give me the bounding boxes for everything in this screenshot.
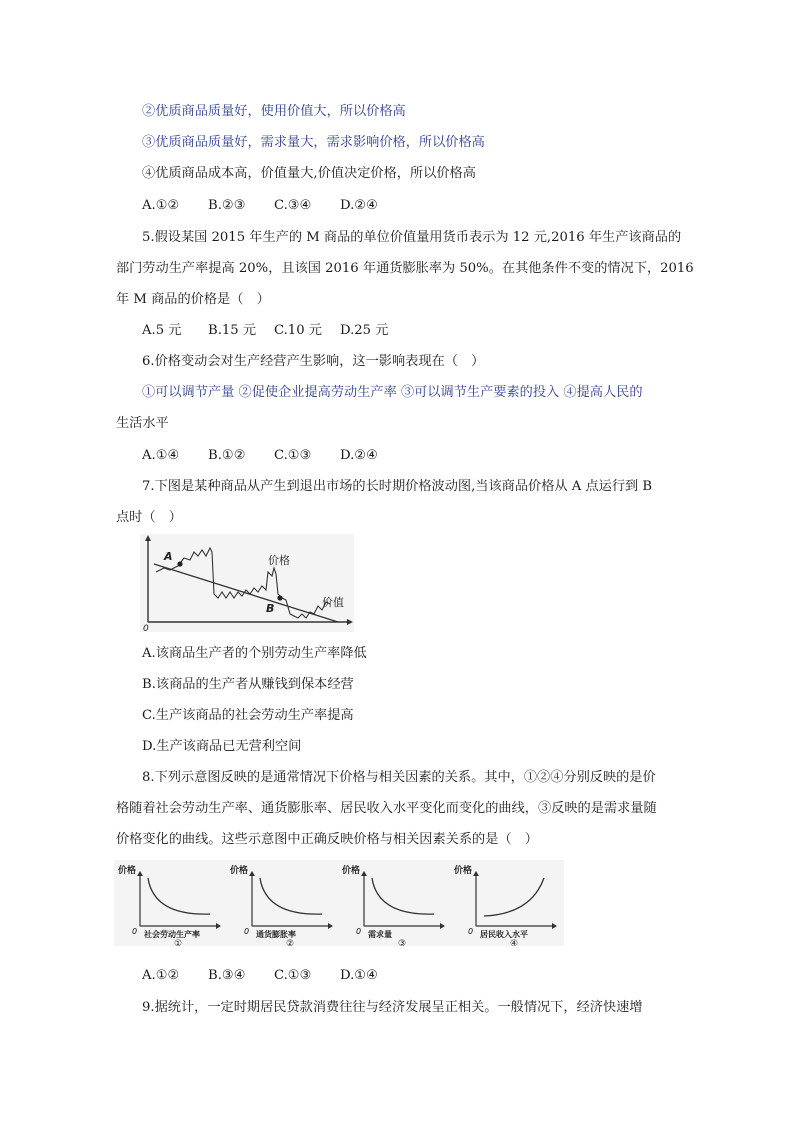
q9-stem: 9.据统计，一定时期居民贷款消费往往与经济发展呈正相关。一般情况下，经济快速增 [142,1000,643,1015]
panel-y-arrow-icon [249,871,255,876]
panel-y-arrow-icon [473,871,479,876]
panel-xlabel: 社会劳动生产率 [144,930,200,939]
q8-option-c: C.①③ [274,968,312,983]
panel-number: ① [174,939,183,946]
panel-x-arrow-icon [552,923,557,929]
q5-options [142,321,682,341]
q4-option-a: A.①② [142,198,180,213]
panel-number: ③ [398,939,407,946]
q7-stem-2: 点时（ ） [116,510,182,525]
panel-ylabel: 价格 [230,866,249,876]
q4-option-c: C.③④ [274,198,312,213]
q5-option-b: B.15 元 [208,323,257,338]
q6-option-c: C.①③ [274,448,312,463]
q6-items-1: ①可以调节产量 ②促使企业提高劳动生产率 ③可以调节生产要素的投入 ④提高人民的 [142,385,643,400]
q7-option-b: B.该商品的生产者从赚钱到保本经营 [142,677,354,692]
q8-option-a: A.①② [142,968,180,983]
q4-item-3: ③优质商品质量好，需求量大，需求影响价格，所以价格高 [142,135,485,150]
q4-option-d: D.②④ [340,198,378,213]
panel-y-arrow-icon [137,871,143,876]
panel-curve [260,878,322,914]
q6-stem: 6.价格变动会对生产经营产生影响，这一影响表现在（ ） [142,354,485,369]
panel-xlabel: 通货膨胀率 [256,930,296,939]
q6-option-a: A.①④ [142,448,180,463]
price-curve [156,548,330,618]
panel-x-arrow-icon [216,923,221,929]
label-value: 价值 [322,596,344,609]
q6-items-2: 生活水平 [116,416,169,431]
q7-option-d: D.生产该商品已无营利空间 [142,739,302,754]
panel-ylabel: 价格 [454,866,473,876]
panel-y-arrow-icon [361,871,367,876]
label-price: 价格 [268,554,290,567]
panel-xlabel: 居民收入水平 [480,930,528,939]
x-axis-arrow-icon [347,619,353,625]
panel-xlabel: 需求量 [368,930,392,939]
q8-stem-1: 8.下列示意图反映的是通常情况下价格与相关因素的关系。其中，①②④分别反映的是价 [142,770,656,785]
panel-number: ④ [510,939,519,946]
label-origin: 0 [143,624,149,632]
q5-option-a: A.5 元 [142,323,182,338]
label-a: A [164,550,173,563]
q6-option-b: B.①② [208,448,246,463]
panel-x-arrow-icon [440,923,445,929]
q8-figure [114,860,564,946]
q8-option-b: B.③④ [208,968,246,983]
q8-option-d: D.①④ [340,968,378,983]
q5-stem-2: 部门劳动生产率提高 20%，且该国 2016 年通货膨胀率为 50%。在其他条件不变的情况下，2016 [116,261,694,276]
panel-curve [372,878,434,914]
q8-stem-2: 格随着社会劳动生产率、通货膨胀率、居民收入水平变化而变化的曲线，③反映的是需求量随 [116,801,657,816]
q8-stem-3: 价格变化的曲线。这些示意图中正确反映价格与相关因素关系的是（ ） [116,832,538,847]
panel-origin: 0 [132,927,138,936]
q7-stem-1: 7.下图是某种商品从产生到退出市场的长时期价格波动图,当该商品价格从 A 点运行到 B [142,479,653,494]
panel-x-arrow-icon [328,923,333,929]
y-axis-arrow-icon [145,535,151,541]
q8-options [142,966,682,986]
q5-stem-3: 年 M 商品的价格是（ ） [116,292,270,307]
label-b: B [266,602,275,615]
q7-option-a: A.该商品生产者的个别劳动生产率降低 [142,646,367,661]
panel-origin: 0 [468,927,474,936]
panel-origin: 0 [356,927,362,936]
value-line [154,564,338,622]
q4-item-4: ④优质商品成本高，价值量大,价值决定价格，所以价格高 [142,166,476,181]
panel-curve [148,878,210,914]
q7-option-c: C.生产该商品的社会劳动生产率提高 [142,708,354,723]
q4-option-b: B.②③ [208,198,246,213]
point-b-marker [277,595,282,600]
q5-option-c: C.10 元 [274,323,322,338]
panel-number: ② [286,939,295,946]
q6-option-d: D.②④ [340,448,378,463]
panel-ylabel: 价格 [342,866,361,876]
q7-price-value-figure [140,534,354,632]
panel-curve [484,878,544,916]
point-a-marker [177,561,182,566]
q6-options [142,446,682,466]
q4-options [142,196,682,216]
panel-origin: 0 [244,927,250,936]
q5-stem-1: 5.假设某国 2015 年生产的 M 商品的单位价值量用货币表示为 12 元,2016 年生产该商品的 [142,230,682,245]
panel-ylabel: 价格 [118,866,137,876]
q5-option-d: D.25 元 [340,323,389,338]
q4-item-2: ②优质商品质量好，使用价值大，所以价格高 [142,104,406,119]
